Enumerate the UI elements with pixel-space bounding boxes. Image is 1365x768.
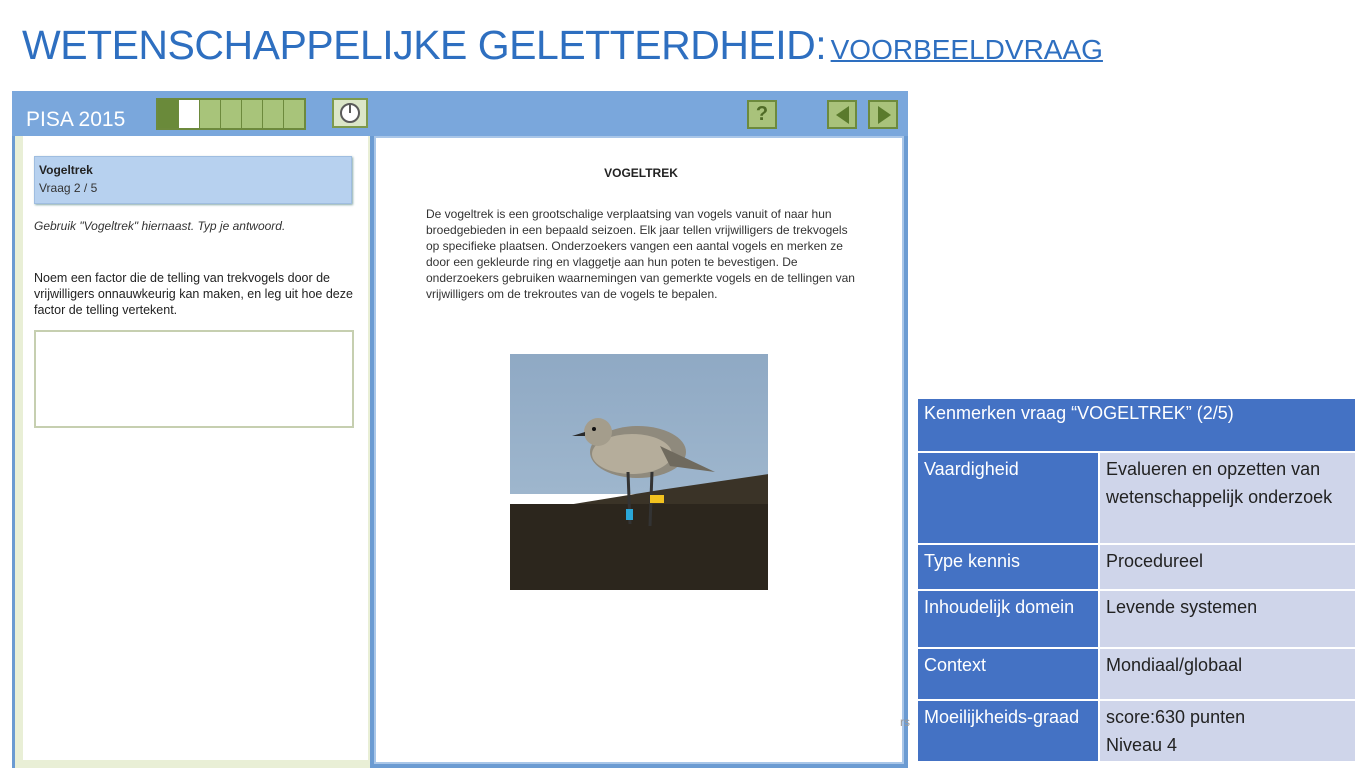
slide-title-sub: VOORBEELDVRAAG (830, 34, 1103, 65)
pisa-toolbar (12, 91, 908, 136)
pisa-logo: PISA 2015 (26, 108, 126, 131)
next-button[interactable] (868, 100, 898, 129)
question-panel-inner (23, 136, 368, 760)
help-button[interactable] (747, 100, 777, 129)
passage-title: VOGELTREK (604, 166, 678, 180)
row-value: Levende systemen (1100, 591, 1355, 649)
row-value (1100, 701, 1355, 763)
score-line: score:630 punten (1106, 707, 1246, 727)
row-label: Vaardigheid (918, 453, 1100, 545)
stimulus-panel (374, 136, 904, 764)
slide-title-main: WETENSCHAPPELIJKE GELETTERDHEID: (22, 22, 827, 68)
passage-text: De vogeltrek is een grootschalige verplaatsing van vogels vanuit of naar hun broedgebieden in een bepaald seizoen. Elk jaar tellen vrijwilligers de trekvogels op specifieke plaatsen. Onderzoekers vangen een aantal vogels en merken ze door een gekleurde ring en vlaggetje aan hun poten te bevestigen. De onderzoekers gebruiken waarnemingen van gemerkte vogels en de tellingen van vrijwilligers om de trekroutes van de vogels te bepalen. (426, 207, 855, 301)
row-value: Procedureel (1100, 545, 1355, 591)
row-label: Inhoudelijk domein (918, 591, 1100, 649)
table-header: Kenmerken vraag “VOGELTREK” (2/5) (918, 399, 1355, 453)
clock-hand (349, 104, 351, 113)
table-row (918, 453, 1355, 545)
arrow-left-icon (836, 106, 849, 124)
question-characteristics-table (918, 399, 1355, 763)
progress-step (200, 100, 220, 128)
table-row (918, 591, 1355, 649)
arrow-right-icon (878, 106, 891, 124)
level-line: Niveau 4 (1106, 735, 1178, 755)
table-header-row (918, 399, 1355, 453)
task-header (34, 156, 352, 204)
table-row (918, 701, 1355, 763)
table-row (918, 649, 1355, 701)
bird-photo (510, 354, 768, 590)
row-label: Type kennis (918, 545, 1100, 591)
bird-illustration (510, 354, 768, 590)
row-label: Moeilijkheids-graad (918, 701, 1100, 763)
progress-step-current (179, 100, 199, 128)
row-value: Evalueren en opzetten van wetenschappelijk onderzoek (1100, 453, 1355, 545)
question-panel (15, 136, 370, 768)
progress-step (158, 100, 178, 128)
slide-footnote: rs (900, 715, 910, 729)
task-title: Vogeltrek (39, 163, 93, 177)
slide-title (22, 22, 1103, 69)
task-subtitle: Vraag 2 / 5 (39, 181, 98, 195)
question-text: Noem een factor die de telling van trekvogels door de vrijwilligers onnauwkeurig kan maken, en leg uit hoe deze factor de telling vertekent. (34, 271, 353, 317)
previous-button[interactable] (827, 100, 857, 129)
progress-step (263, 100, 283, 128)
pisa-test-window (12, 91, 908, 768)
answer-input[interactable] (34, 330, 354, 428)
row-value: Mondiaal/globaal (1100, 649, 1355, 701)
progress-indicator (156, 98, 306, 130)
progress-step (242, 100, 262, 128)
question-mark-icon: ? (755, 103, 769, 125)
task-instruction: Gebruik "Vogeltrek" hiernaast. Typ je antwoord. (34, 219, 286, 233)
table-row (918, 545, 1355, 591)
timer-button[interactable] (332, 98, 368, 128)
row-label: Context (918, 649, 1100, 701)
progress-step (221, 100, 241, 128)
progress-step (284, 100, 304, 128)
